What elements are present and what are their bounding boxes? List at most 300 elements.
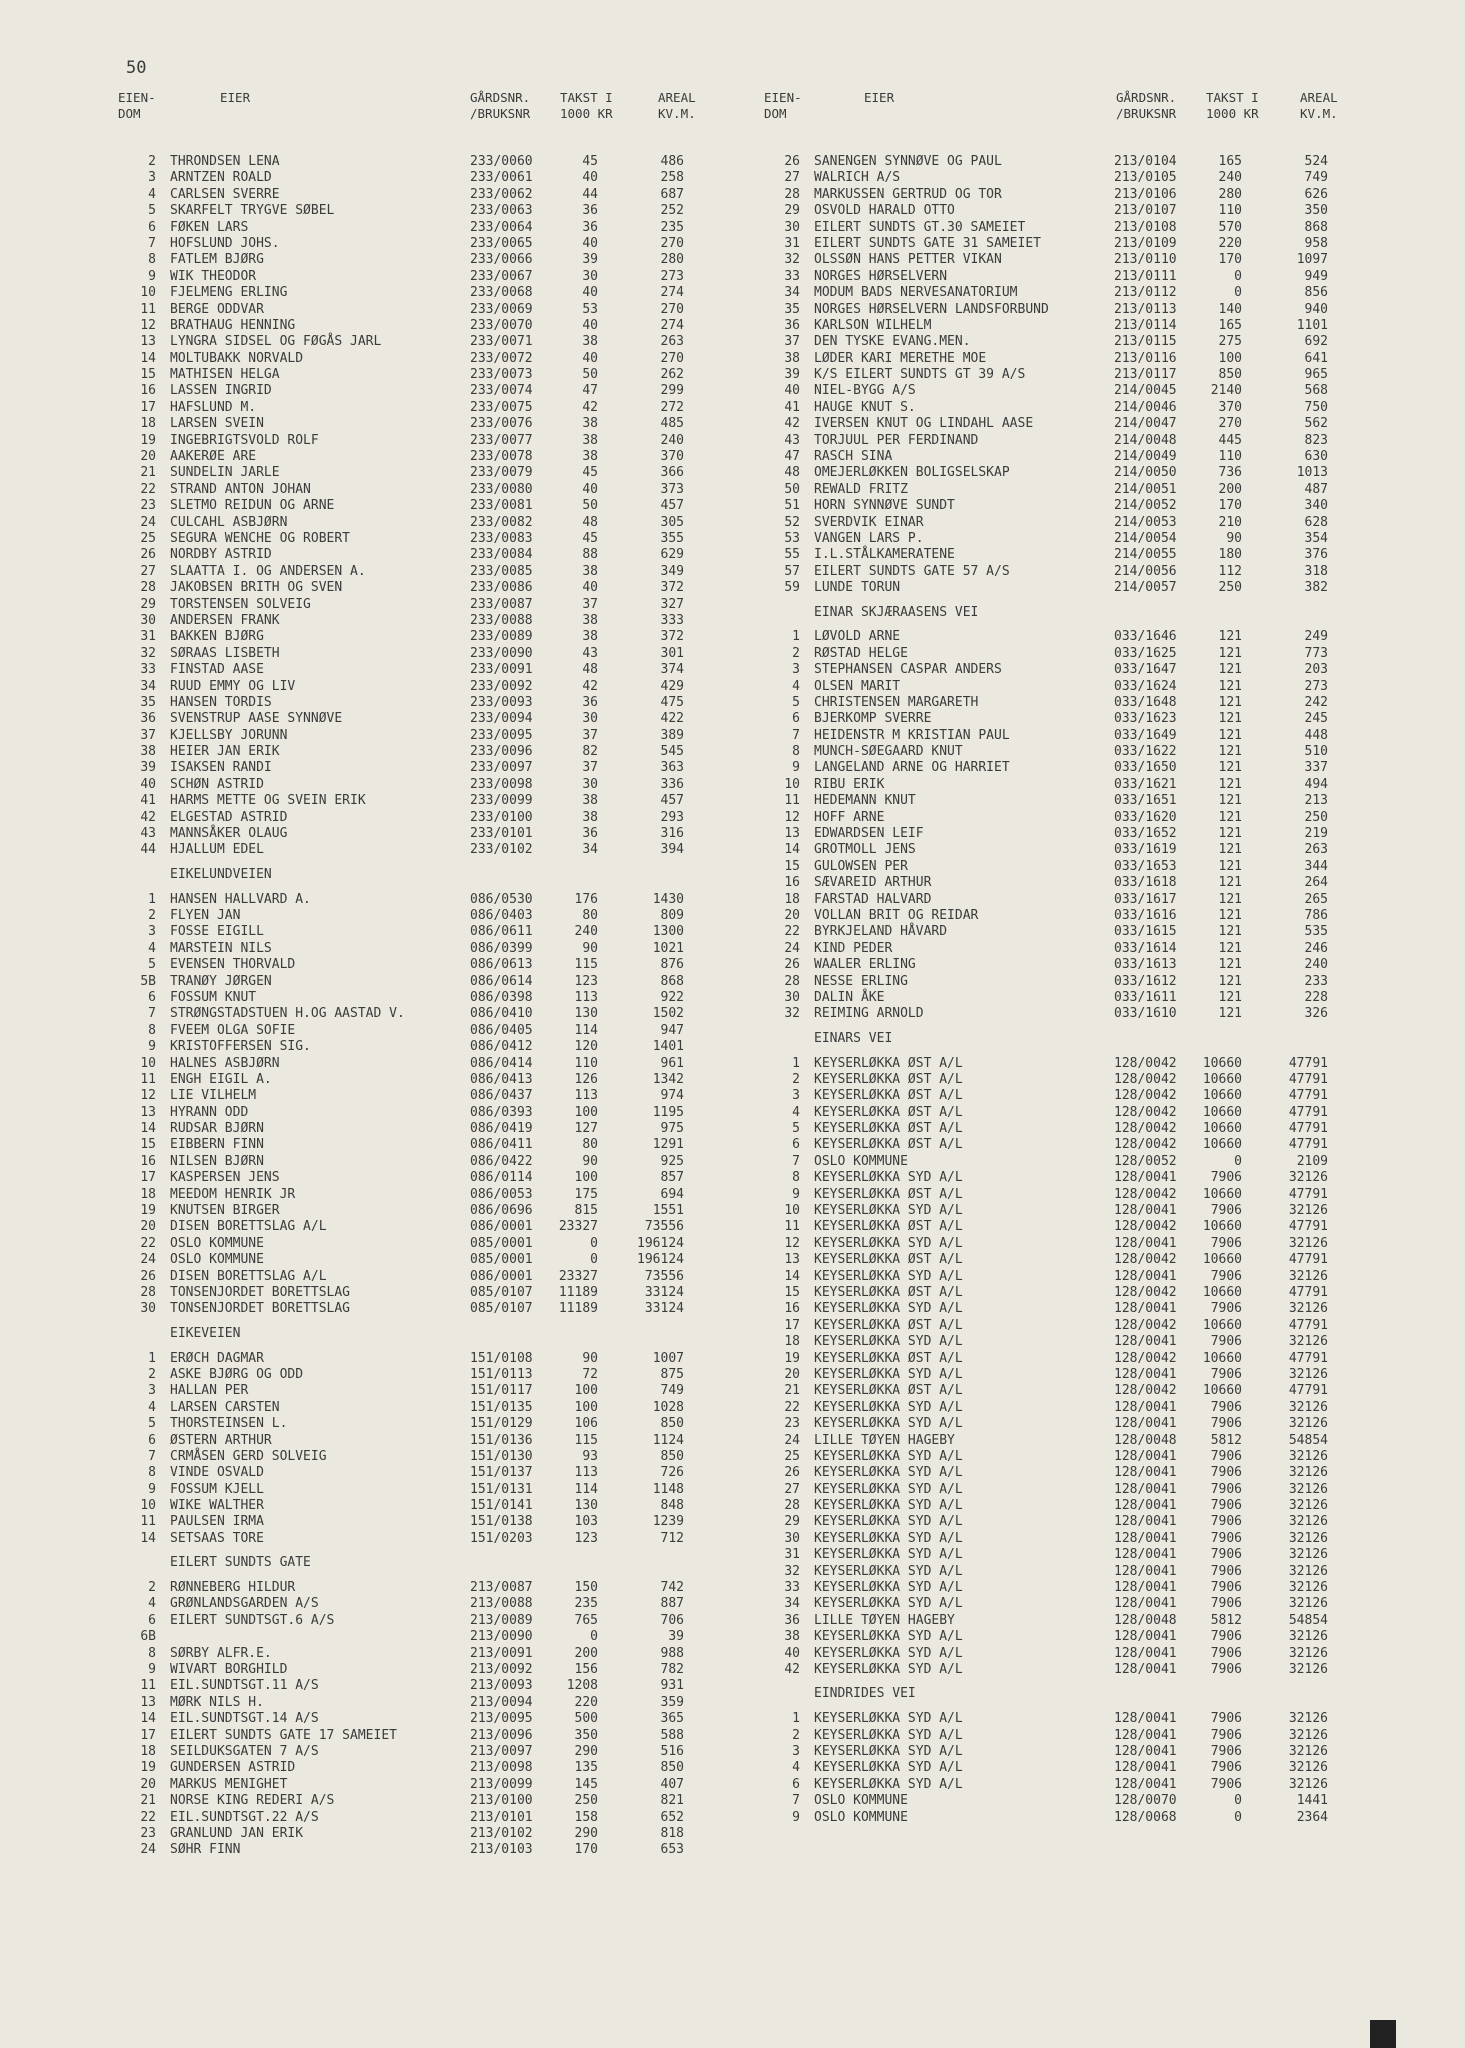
table-row — [126, 170, 716, 186]
street-heading: EINAR SKJÆRAASENS VEI — [814, 604, 979, 620]
takst-value: 10660 — [1202, 1219, 1242, 1235]
takst-value: 7906 — [1210, 1170, 1242, 1186]
property-number: 32 — [140, 645, 156, 661]
owner-name: WALRICH A/S — [814, 170, 901, 186]
takst-value: 350 — [574, 1727, 598, 1743]
gardsnr-bruksnr: 213/0094 — [470, 1694, 533, 1710]
takst-value: 170 — [1218, 252, 1242, 268]
takst-value: 121 — [1218, 940, 1242, 956]
gardsnr-bruksnr: 151/0141 — [470, 1498, 533, 1514]
areal-value: 429 — [660, 678, 684, 694]
property-number: 8 — [148, 252, 156, 268]
owner-name: KEYSERLØKKA ØST A/L — [814, 1186, 963, 1202]
property-number: 34 — [140, 678, 156, 694]
gardsnr-bruksnr: 086/0114 — [470, 1170, 533, 1186]
property-number: 8 — [148, 1645, 156, 1661]
gardsnr-bruksnr: 086/0001 — [470, 1219, 533, 1235]
property-number: 11 — [784, 793, 800, 809]
owner-name: KEYSERLØKKA SYD A/L — [814, 1760, 963, 1776]
takst-value: 10660 — [1202, 1121, 1242, 1137]
takst-value: 220 — [1218, 235, 1242, 251]
table-row — [126, 1580, 716, 1596]
gardsnr-bruksnr: 233/0062 — [470, 186, 533, 202]
areal-value: 318 — [1304, 563, 1328, 579]
table-row — [770, 1006, 1360, 1022]
property-number: 17 — [140, 1170, 156, 1186]
property-number: 17 — [784, 1317, 800, 1333]
areal-value: 818 — [660, 1825, 684, 1841]
areal-value: 32126 — [1288, 1170, 1328, 1186]
property-number: 23 — [140, 1825, 156, 1841]
areal-value: 1401 — [652, 1039, 684, 1055]
table-row — [770, 679, 1360, 695]
gardsnr-bruksnr: 086/0437 — [470, 1088, 533, 1104]
table-row — [126, 1613, 716, 1629]
areal-value: 32126 — [1288, 1366, 1328, 1382]
takst-value: 10660 — [1202, 1104, 1242, 1120]
gardsnr-bruksnr: 033/1614 — [1114, 940, 1177, 956]
takst-value: 7906 — [1210, 1563, 1242, 1579]
gardsnr-bruksnr: 233/0088 — [470, 612, 533, 628]
property-number: 14 — [784, 842, 800, 858]
table-row — [126, 613, 716, 629]
gardsnr-bruksnr: 233/0069 — [470, 301, 533, 317]
areal-value: 1124 — [652, 1432, 684, 1448]
areal-value: 457 — [660, 793, 684, 809]
owner-name: VINDE OSVALD — [170, 1465, 264, 1481]
areal-value: 961 — [660, 1055, 684, 1071]
takst-value: 45 — [582, 465, 598, 481]
owner-name: SVERDVIK EINAR — [814, 514, 924, 530]
property-number: 59 — [784, 580, 800, 596]
property-number: 28 — [140, 580, 156, 596]
table-row — [770, 1433, 1360, 1449]
gardsnr-bruksnr: 086/0611 — [470, 924, 533, 940]
gardsnr-bruksnr: 233/0068 — [470, 285, 533, 301]
table-row — [770, 1367, 1360, 1383]
gardsnr-bruksnr: 214/0048 — [1114, 432, 1177, 448]
table-row — [770, 1498, 1360, 1514]
areal-value: 365 — [660, 1711, 684, 1727]
property-number: 22 — [784, 1399, 800, 1415]
property-number: 28 — [784, 1498, 800, 1514]
gardsnr-bruksnr: 033/1616 — [1114, 907, 1177, 923]
areal-value: 516 — [660, 1743, 684, 1759]
gardsnr-bruksnr: 214/0046 — [1114, 399, 1177, 415]
owner-name: GROTMOLL JENS — [814, 842, 916, 858]
table-row — [126, 892, 716, 908]
takst-value: 121 — [1218, 891, 1242, 907]
property-number: 6 — [148, 989, 156, 1005]
takst-value: 38 — [582, 793, 598, 809]
table-row — [126, 367, 716, 383]
takst-value: 7906 — [1210, 1399, 1242, 1415]
areal-value: 850 — [660, 1448, 684, 1464]
gardsnr-bruksnr: 233/0090 — [470, 645, 533, 661]
gardsnr-bruksnr: 233/0074 — [470, 383, 533, 399]
owner-name: BERGE ODDVAR — [170, 301, 264, 317]
property-number: 34 — [784, 1596, 800, 1612]
table-row — [770, 482, 1360, 498]
gardsnr-bruksnr: 085/0107 — [470, 1284, 533, 1300]
areal-value: 486 — [660, 154, 684, 169]
table-row — [126, 1121, 716, 1137]
takst-value: 36 — [582, 826, 598, 842]
gardsnr-bruksnr: 213/0111 — [1114, 268, 1177, 284]
areal-value: 1021 — [652, 940, 684, 956]
gardsnr-bruksnr: 233/0081 — [470, 498, 533, 514]
table-row — [770, 367, 1360, 383]
areal-value: 652 — [660, 1809, 684, 1825]
gardsnr-bruksnr: 233/0094 — [470, 711, 533, 727]
areal-value: 494 — [1304, 776, 1328, 792]
gardsnr-bruksnr: 086/0614 — [470, 973, 533, 989]
takst-value: 82 — [582, 744, 598, 760]
takst-value: 7906 — [1210, 1514, 1242, 1530]
takst-value: 103 — [574, 1514, 598, 1530]
areal-value: 485 — [660, 416, 684, 432]
owner-name: INGEBRIGTSVOLD ROLF — [170, 432, 319, 448]
property-number: 4 — [148, 186, 156, 202]
gardsnr-bruksnr: 213/0097 — [470, 1743, 533, 1759]
takst-value: 121 — [1218, 809, 1242, 825]
gardsnr-bruksnr: 086/0414 — [470, 1055, 533, 1071]
gardsnr-bruksnr: 233/0091 — [470, 662, 533, 678]
takst-value: 5812 — [1210, 1612, 1242, 1628]
table-row — [126, 941, 716, 957]
table-row — [126, 416, 716, 432]
takst-value: 7906 — [1210, 1465, 1242, 1481]
table-row — [770, 465, 1360, 481]
areal-value: 1430 — [652, 891, 684, 907]
areal-value: 354 — [1304, 530, 1328, 546]
takst-value: 7906 — [1210, 1596, 1242, 1612]
table-row — [126, 1711, 716, 1727]
gardsnr-bruksnr: 233/0077 — [470, 432, 533, 448]
property-number: 38 — [784, 1629, 800, 1645]
owner-name: WAALER ERLING — [814, 957, 916, 973]
gardsnr-bruksnr: 033/1623 — [1114, 711, 1177, 727]
areal-value: 394 — [660, 842, 684, 858]
gardsnr-bruksnr: 233/0097 — [470, 760, 533, 776]
gardsnr-bruksnr: 086/0530 — [470, 891, 533, 907]
table-row — [126, 1449, 716, 1465]
right-header-areal: AREAL KV.M. — [1300, 90, 1338, 121]
owner-name: KEYSERLØKKA SYD A/L — [814, 1743, 963, 1759]
areal-value: 32126 — [1288, 1661, 1328, 1677]
property-number: 13 — [140, 1104, 156, 1120]
takst-value: 10660 — [1202, 1252, 1242, 1268]
areal-value: 196124 — [637, 1252, 684, 1268]
owner-name: DEN TYSKE EVANG.MEN. — [814, 334, 971, 350]
areal-value: 823 — [1304, 432, 1328, 448]
owner-name: TORSTENSEN SOLVEIG — [170, 596, 311, 612]
right-header-eiendom: EIEN- DOM — [764, 90, 802, 121]
gardsnr-bruksnr: 033/1613 — [1114, 957, 1177, 973]
table-row — [770, 1580, 1360, 1596]
gardsnr-bruksnr: 128/0041 — [1114, 1448, 1177, 1464]
areal-value: 372 — [660, 629, 684, 645]
gardsnr-bruksnr: 233/0076 — [470, 416, 533, 432]
property-number: 35 — [784, 301, 800, 317]
areal-value: 949 — [1304, 268, 1328, 284]
property-number: 18 — [784, 891, 800, 907]
gardsnr-bruksnr: 033/1649 — [1114, 727, 1177, 743]
property-number: 4 — [148, 1399, 156, 1415]
table-row — [126, 1072, 716, 1088]
property-number: 8 — [148, 1465, 156, 1481]
owner-name: RUUD EMMY OG LIV — [170, 678, 296, 694]
property-number: 10 — [140, 285, 156, 301]
areal-value: 1195 — [652, 1104, 684, 1120]
owner-name: FARSTAD HALVARD — [814, 891, 932, 907]
property-number: 17 — [140, 399, 156, 415]
takst-value: 500 — [574, 1711, 598, 1727]
gardsnr-bruksnr: 151/0117 — [470, 1383, 533, 1399]
areal-value: 376 — [1304, 547, 1328, 563]
table-row — [126, 400, 716, 416]
property-number: 19 — [140, 432, 156, 448]
property-number: 1 — [148, 891, 156, 907]
table-row — [770, 1482, 1360, 1498]
gardsnr-bruksnr: 213/0103 — [470, 1842, 533, 1858]
table-row — [770, 810, 1360, 826]
owner-name: KEYSERLØKKA SYD A/L — [814, 1498, 963, 1514]
areal-value: 263 — [660, 334, 684, 350]
takst-value: 40 — [582, 285, 598, 301]
property-number: 21 — [140, 1793, 156, 1809]
takst-value: 90 — [582, 1350, 598, 1366]
table-row — [770, 941, 1360, 957]
table-row — [126, 1219, 716, 1235]
gardsnr-bruksnr: 151/0131 — [470, 1481, 533, 1497]
right-header-eier: EIER — [864, 90, 895, 105]
table-row — [126, 252, 716, 268]
property-number: 3 — [792, 1088, 800, 1104]
table-row — [770, 1564, 1360, 1580]
gardsnr-bruksnr: 128/0041 — [1114, 1498, 1177, 1514]
takst-value: 38 — [582, 432, 598, 448]
takst-value: 10660 — [1202, 1055, 1242, 1071]
table-row — [126, 1531, 716, 1547]
property-number: 5 — [792, 1121, 800, 1137]
areal-value: 628 — [1304, 514, 1328, 530]
owner-name: NILSEN BJØRN — [170, 1153, 264, 1169]
table-row — [770, 318, 1360, 334]
street-heading: EIKEVEIEN — [170, 1325, 241, 1341]
owner-name: HALLAN PER — [170, 1383, 249, 1399]
areal-value: 407 — [660, 1776, 684, 1792]
table-row — [770, 515, 1360, 531]
owner-name: GRANLUND JAN ERIK — [170, 1825, 304, 1841]
areal-value: 273 — [660, 268, 684, 284]
property-number: 7 — [792, 1153, 800, 1169]
takst-value: 23327 — [558, 1219, 598, 1235]
areal-value: 327 — [660, 596, 684, 612]
areal-value: 47791 — [1288, 1055, 1328, 1071]
property-number: 1 — [792, 1711, 800, 1727]
owner-name: KEYSERLØKKA ØST A/L — [814, 1104, 963, 1120]
gardsnr-bruksnr: 085/0107 — [470, 1301, 533, 1317]
gardsnr-bruksnr: 086/0399 — [470, 940, 533, 956]
takst-value: 45 — [582, 530, 598, 546]
property-number: 11 — [140, 301, 156, 317]
owner-name: OMEJERLØKKEN BOLIGSELSKAP — [814, 465, 1010, 481]
property-number: 33 — [140, 662, 156, 678]
property-number: 19 — [140, 1203, 156, 1219]
gardsnr-bruksnr: 128/0042 — [1114, 1252, 1177, 1268]
owner-name: VANGEN LARS P. — [814, 530, 924, 546]
table-row — [770, 269, 1360, 285]
takst-value: 7906 — [1210, 1645, 1242, 1661]
table-row — [126, 465, 716, 481]
gardsnr-bruksnr: 233/0092 — [470, 678, 533, 694]
owner-name: HARMS METTE OG SVEIN ERIK — [170, 793, 366, 809]
areal-value: 1300 — [652, 924, 684, 940]
areal-value: 850 — [660, 1416, 684, 1432]
areal-value: 588 — [660, 1727, 684, 1743]
areal-value: 32126 — [1288, 1596, 1328, 1612]
owner-name: FLYEN JAN — [170, 907, 241, 923]
areal-value: 32126 — [1288, 1268, 1328, 1284]
owner-name: KASPERSEN JENS — [170, 1170, 280, 1186]
table-row — [770, 1072, 1360, 1088]
gardsnr-bruksnr: 214/0054 — [1114, 530, 1177, 546]
areal-value: 73556 — [644, 1268, 684, 1284]
areal-value: 270 — [660, 301, 684, 317]
table-row — [126, 1039, 716, 1055]
table-row — [770, 1547, 1360, 1563]
right-header-gardsnr: GÅRDSNR. /BRUKSNR — [1116, 90, 1177, 121]
gardsnr-bruksnr: 033/1611 — [1114, 989, 1177, 1005]
takst-value: 100 — [574, 1399, 598, 1415]
gardsnr-bruksnr: 213/0087 — [470, 1580, 533, 1596]
takst-value: 7906 — [1210, 1661, 1242, 1677]
takst-value: 7906 — [1210, 1498, 1242, 1514]
takst-value: 123 — [574, 1530, 598, 1546]
owner-name: LUNDE TORUN — [814, 580, 901, 596]
table-row — [126, 1367, 716, 1383]
owner-name: KEYSERLØKKA ØST A/L — [814, 1350, 963, 1366]
takst-value: 7906 — [1210, 1711, 1242, 1727]
table-row — [126, 646, 716, 662]
gardsnr-bruksnr: 128/0048 — [1114, 1432, 1177, 1448]
property-number: 20 — [140, 1776, 156, 1792]
takst-value: 53 — [582, 301, 598, 317]
property-number: 9 — [792, 760, 800, 776]
property-number: 22 — [140, 1235, 156, 1251]
owner-name: KEYSERLØKKA SYD A/L — [814, 1301, 963, 1317]
owner-name: TRANØY JØRGEN — [170, 973, 272, 989]
table-row — [770, 1088, 1360, 1104]
table-row — [126, 236, 716, 252]
areal-value: 868 — [1304, 219, 1328, 235]
gardsnr-bruksnr: 233/0070 — [470, 317, 533, 333]
property-number: 3 — [148, 1383, 156, 1399]
areal-value: 370 — [660, 449, 684, 465]
areal-value: 359 — [660, 1694, 684, 1710]
table-row — [770, 974, 1360, 990]
table-row — [770, 744, 1360, 760]
takst-value: 200 — [574, 1645, 598, 1661]
table-row — [126, 1056, 716, 1072]
owner-name: OSVOLD HARALD OTTO — [814, 203, 955, 219]
areal-value: 240 — [660, 432, 684, 448]
owner-name: MARKUSSEN GERTRUD OG TOR — [814, 186, 1002, 202]
table-row — [770, 1662, 1360, 1678]
takst-value: 180 — [1218, 547, 1242, 563]
table-row — [770, 1711, 1360, 1727]
areal-value: 750 — [1304, 399, 1328, 415]
takst-value: 90 — [1226, 530, 1242, 546]
takst-value: 36 — [582, 219, 598, 235]
owner-name: KEYSERLØKKA SYD A/L — [814, 1481, 963, 1497]
takst-value: 0 — [1234, 1809, 1242, 1825]
table-row — [770, 302, 1360, 318]
areal-value: 389 — [660, 727, 684, 743]
property-number: 6 — [792, 1137, 800, 1153]
takst-value: 40 — [582, 170, 598, 186]
gardsnr-bruksnr: 214/0045 — [1114, 383, 1177, 399]
areal-value: 974 — [660, 1088, 684, 1104]
table-row — [126, 842, 716, 858]
owner-name: OSLO KOMMUNE — [814, 1153, 908, 1169]
owner-name: WIKE WALTHER — [170, 1498, 264, 1514]
property-number: 40 — [784, 1645, 800, 1661]
areal-value: 712 — [660, 1530, 684, 1546]
takst-value: 127 — [574, 1121, 598, 1137]
gardsnr-bruksnr: 128/0041 — [1114, 1366, 1177, 1382]
takst-value: 72 — [582, 1366, 598, 1382]
owner-name: OLSSØN HANS PETTER VIKAN — [814, 252, 1002, 268]
areal-value: 203 — [1304, 662, 1328, 678]
property-number: 30 — [784, 219, 800, 235]
table-row — [770, 1416, 1360, 1432]
gardsnr-bruksnr: 086/0410 — [470, 1006, 533, 1022]
table-row — [126, 1514, 716, 1530]
takst-value: 90 — [582, 1153, 598, 1169]
property-number: 13 — [140, 334, 156, 350]
property-number: 12 — [140, 317, 156, 333]
areal-value: 32126 — [1288, 1711, 1328, 1727]
table-row — [770, 564, 1360, 580]
takst-value: 121 — [1218, 711, 1242, 727]
gardsnr-bruksnr: 128/0041 — [1114, 1203, 1177, 1219]
street-heading: EILERT SUNDTS GATE — [170, 1555, 311, 1571]
table-row — [126, 1383, 716, 1399]
owner-name: SØRAAS LISBETH — [170, 645, 280, 661]
property-number: 18 — [784, 1334, 800, 1350]
gardsnr-bruksnr: 214/0052 — [1114, 498, 1177, 514]
takst-value: 80 — [582, 1137, 598, 1153]
areal-value: 457 — [660, 498, 684, 514]
property-number: 5 — [148, 1416, 156, 1432]
areal-value: 263 — [1304, 842, 1328, 858]
areal-value: 922 — [660, 989, 684, 1005]
gardsnr-bruksnr: 214/0051 — [1114, 481, 1177, 497]
takst-value: 100 — [574, 1383, 598, 1399]
gardsnr-bruksnr: 128/0042 — [1114, 1055, 1177, 1071]
areal-value: 252 — [660, 203, 684, 219]
table-row — [126, 515, 716, 531]
table-row — [126, 1285, 716, 1301]
takst-value: 40 — [582, 350, 598, 366]
table-row — [770, 892, 1360, 908]
property-number: 10 — [140, 1498, 156, 1514]
areal-value: 47791 — [1288, 1071, 1328, 1087]
gardsnr-bruksnr: 128/0042 — [1114, 1284, 1177, 1300]
property-number: 51 — [784, 498, 800, 514]
